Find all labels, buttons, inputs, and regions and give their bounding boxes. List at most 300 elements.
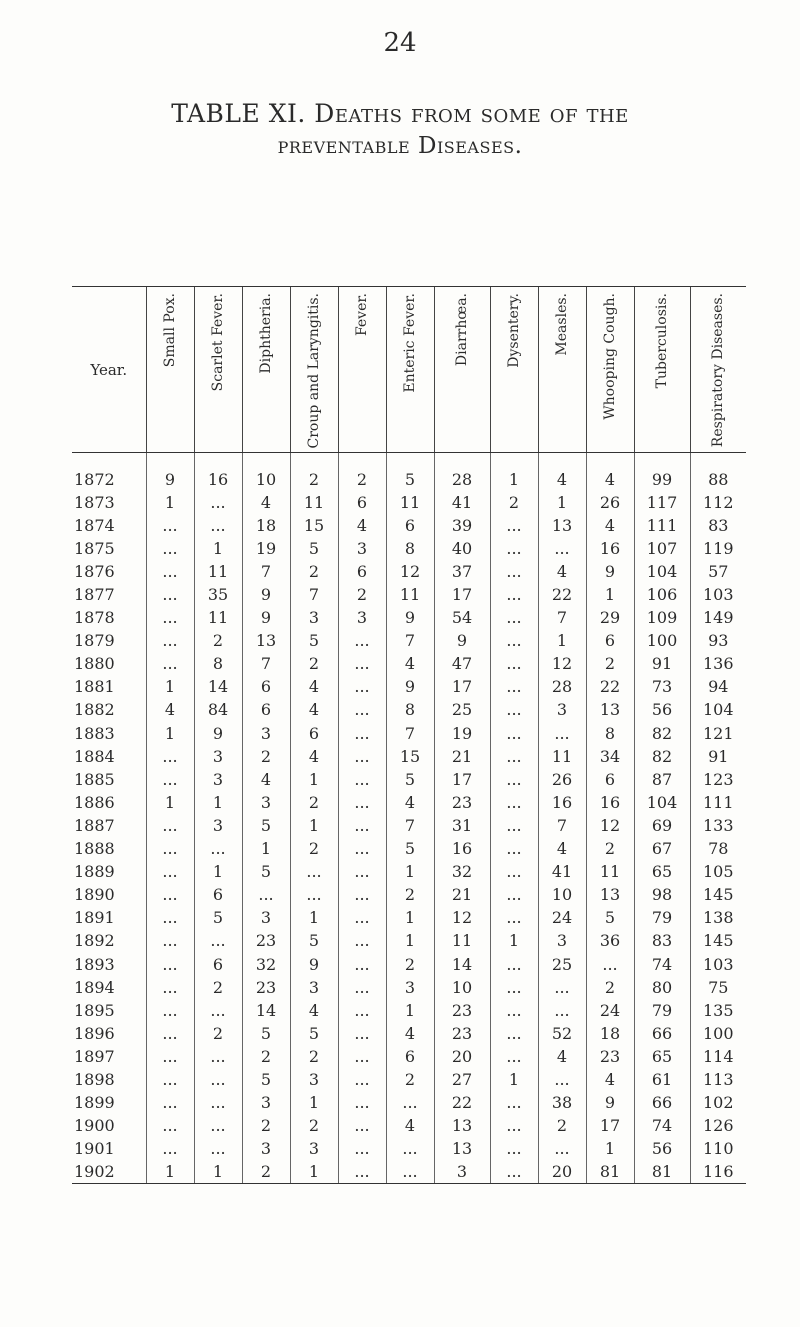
column-header-label: Dysentery. bbox=[506, 293, 522, 368]
table-cell: 6 bbox=[386, 1045, 434, 1068]
table-cell: 12 bbox=[586, 814, 634, 837]
table-cell: ... bbox=[490, 1137, 538, 1160]
year-cell: 1884 bbox=[74, 746, 115, 766]
column-header bbox=[338, 287, 386, 453]
column-header bbox=[386, 287, 434, 453]
year-cell: 1874 bbox=[74, 515, 115, 535]
table-cell: 3 bbox=[242, 906, 290, 929]
table-cell: 9 bbox=[242, 583, 290, 606]
table-row bbox=[72, 768, 746, 791]
table-cell: 2 bbox=[290, 652, 338, 675]
table-cell: 18 bbox=[242, 514, 290, 537]
table-cell: 104 bbox=[634, 560, 690, 583]
column-header bbox=[290, 287, 338, 453]
year-cell: 1896 bbox=[74, 1023, 115, 1043]
table-cell: 6 bbox=[338, 491, 386, 514]
table-cell: ... bbox=[146, 999, 194, 1022]
table-cell: ... bbox=[490, 1091, 538, 1114]
table-cell: 1 bbox=[490, 1068, 538, 1091]
table-cell: 100 bbox=[634, 629, 690, 652]
column-header bbox=[538, 287, 586, 453]
title-line-2: preventable Diseases. bbox=[277, 133, 523, 159]
table-cell: 4 bbox=[386, 652, 434, 675]
year-cell: 1879 bbox=[74, 631, 115, 651]
table-cell: ... bbox=[338, 1114, 386, 1137]
table-cell: 3 bbox=[538, 929, 586, 952]
table-cell: 1 bbox=[194, 1160, 242, 1184]
table-cell: ... bbox=[194, 1045, 242, 1068]
table-cell: 5 bbox=[290, 537, 338, 560]
table-cell: 133 bbox=[690, 814, 746, 837]
table-cell: 21 bbox=[434, 745, 490, 768]
table-cell: 26 bbox=[586, 491, 634, 514]
table-cell: 8 bbox=[386, 537, 434, 560]
table-cell: 3 bbox=[290, 1137, 338, 1160]
table-cell: 5 bbox=[290, 929, 338, 952]
table-cell: 12 bbox=[434, 906, 490, 929]
table-cell: 13 bbox=[586, 698, 634, 721]
table-cell: ... bbox=[146, 1045, 194, 1068]
table-cell: 91 bbox=[690, 745, 746, 768]
table-title bbox=[0, 98, 800, 162]
table-cell: 8 bbox=[194, 652, 242, 675]
table-row bbox=[72, 698, 746, 721]
table-cell: 109 bbox=[634, 606, 690, 629]
table-cell: ... bbox=[146, 537, 194, 560]
table-body bbox=[72, 453, 746, 1184]
table-cell: 6 bbox=[290, 722, 338, 745]
table-cell: 3 bbox=[242, 1137, 290, 1160]
table-cell: ... bbox=[146, 1022, 194, 1045]
column-header-label: Tuberculosis. bbox=[654, 293, 670, 389]
table-cell: 9 bbox=[146, 453, 194, 491]
column-header-year bbox=[72, 287, 146, 453]
table-cell: 16 bbox=[194, 453, 242, 491]
table-cell: 1 bbox=[290, 906, 338, 929]
table-row bbox=[72, 906, 746, 929]
table-cell: ... bbox=[146, 929, 194, 952]
table-cell: 123 bbox=[690, 768, 746, 791]
table-cell: ... bbox=[490, 952, 538, 975]
table-cell: ... bbox=[146, 860, 194, 883]
year-cell: 1895 bbox=[74, 1000, 115, 1020]
table-cell: 9 bbox=[194, 722, 242, 745]
table-cell: 2 bbox=[194, 629, 242, 652]
year-cell: 1872 bbox=[74, 469, 115, 489]
table-row bbox=[72, 652, 746, 675]
table-cell: 11 bbox=[386, 583, 434, 606]
table-cell: 7 bbox=[386, 722, 434, 745]
table-cell: 2 bbox=[290, 560, 338, 583]
table-cell: ... bbox=[146, 952, 194, 975]
table-cell: 3 bbox=[242, 722, 290, 745]
table-cell: 57 bbox=[690, 560, 746, 583]
year-cell: 1899 bbox=[74, 1093, 115, 1113]
table-cell: 23 bbox=[242, 976, 290, 999]
table-cell: ... bbox=[386, 1137, 434, 1160]
table-cell: 1 bbox=[146, 491, 194, 514]
table-cell: ... bbox=[338, 1160, 386, 1184]
table-cell: ... bbox=[490, 1045, 538, 1068]
table-cell: 20 bbox=[538, 1160, 586, 1184]
table-cell: 14 bbox=[242, 999, 290, 1022]
table-cell: ... bbox=[538, 722, 586, 745]
table-cell: 6 bbox=[386, 514, 434, 537]
table-cell: ... bbox=[146, 883, 194, 906]
table-cell: ... bbox=[338, 883, 386, 906]
table-cell: ... bbox=[338, 976, 386, 999]
year-cell: 1881 bbox=[74, 677, 115, 697]
table-cell: 1 bbox=[538, 491, 586, 514]
table-cell: 22 bbox=[538, 583, 586, 606]
table-cell: 4 bbox=[386, 791, 434, 814]
table-cell: 29 bbox=[586, 606, 634, 629]
table-cell: 20 bbox=[434, 1045, 490, 1068]
table-cell: 9 bbox=[290, 952, 338, 975]
table-cell: 2 bbox=[290, 791, 338, 814]
table-cell: 5 bbox=[242, 1022, 290, 1045]
table-cell: 103 bbox=[690, 583, 746, 606]
table-cell: 83 bbox=[634, 929, 690, 952]
table-cell: ... bbox=[490, 883, 538, 906]
table-cell: 149 bbox=[690, 606, 746, 629]
table-cell: ... bbox=[146, 1137, 194, 1160]
table-cell: ... bbox=[490, 675, 538, 698]
table-cell: ... bbox=[146, 629, 194, 652]
table-cell: 39 bbox=[434, 514, 490, 537]
table-cell: 81 bbox=[586, 1160, 634, 1184]
table-cell: ... bbox=[194, 929, 242, 952]
table-cell: 4 bbox=[146, 698, 194, 721]
column-header bbox=[434, 287, 490, 453]
table-cell: 67 bbox=[634, 837, 690, 860]
year-cell: 1898 bbox=[74, 1069, 115, 1089]
table-cell: 1 bbox=[146, 1160, 194, 1184]
table-cell: 66 bbox=[634, 1022, 690, 1045]
table-cell: ... bbox=[146, 583, 194, 606]
table-row bbox=[72, 675, 746, 698]
year-cell: 1880 bbox=[74, 654, 115, 674]
table-row bbox=[72, 791, 746, 814]
table-cell: ... bbox=[338, 722, 386, 745]
table-cell: 9 bbox=[586, 560, 634, 583]
table-cell: 36 bbox=[586, 929, 634, 952]
table-cell: 2 bbox=[290, 1114, 338, 1137]
table-cell: 81 bbox=[634, 1160, 690, 1184]
year-cell: 1891 bbox=[74, 908, 115, 928]
table-cell: ... bbox=[146, 1114, 194, 1137]
table-cell: 136 bbox=[690, 652, 746, 675]
table-cell: 2 bbox=[386, 1068, 434, 1091]
table-cell: ... bbox=[490, 1114, 538, 1137]
table-cell: 1 bbox=[586, 1137, 634, 1160]
table-cell: 17 bbox=[434, 768, 490, 791]
table-row bbox=[72, 629, 746, 652]
table-cell: ... bbox=[538, 976, 586, 999]
table-cell: 38 bbox=[538, 1091, 586, 1114]
table-cell: 3 bbox=[338, 606, 386, 629]
table-cell: 111 bbox=[634, 514, 690, 537]
year-cell: 1890 bbox=[74, 885, 115, 905]
table-cell: 16 bbox=[538, 791, 586, 814]
table-cell: 114 bbox=[690, 1045, 746, 1068]
table-cell: 7 bbox=[242, 652, 290, 675]
table-cell: 1 bbox=[490, 453, 538, 491]
table-cell: 1 bbox=[538, 629, 586, 652]
table-cell: 4 bbox=[290, 999, 338, 1022]
table-cell: 21 bbox=[434, 883, 490, 906]
table-cell: 2 bbox=[242, 1045, 290, 1068]
table-cell: 12 bbox=[386, 560, 434, 583]
table-cell: 2 bbox=[586, 837, 634, 860]
table-cell: ... bbox=[386, 1160, 434, 1184]
table-cell: 40 bbox=[434, 537, 490, 560]
table-cell: ... bbox=[490, 698, 538, 721]
table-cell: 3 bbox=[194, 745, 242, 768]
table-cell: 3 bbox=[194, 768, 242, 791]
table-cell: ... bbox=[290, 860, 338, 883]
column-header-label: Scarlet Fever. bbox=[210, 293, 226, 392]
table-cell: 10 bbox=[242, 453, 290, 491]
year-cell: 1875 bbox=[74, 538, 115, 558]
table-cell: 11 bbox=[194, 560, 242, 583]
table-cell: 23 bbox=[242, 929, 290, 952]
table-cell: ... bbox=[338, 698, 386, 721]
table-cell: 2 bbox=[290, 453, 338, 491]
year-cell: 1886 bbox=[74, 792, 115, 812]
table-row bbox=[72, 537, 746, 560]
table-cell: 110 bbox=[690, 1137, 746, 1160]
table-cell: 31 bbox=[434, 814, 490, 837]
table-cell: 2 bbox=[490, 491, 538, 514]
table-cell: ... bbox=[490, 837, 538, 860]
table-cell: ... bbox=[386, 1091, 434, 1114]
table-cell: 7 bbox=[290, 583, 338, 606]
table-cell: ... bbox=[146, 837, 194, 860]
table-cell: 1 bbox=[194, 537, 242, 560]
table-cell: ... bbox=[490, 745, 538, 768]
table-cell: 69 bbox=[634, 814, 690, 837]
table-cell: 104 bbox=[690, 698, 746, 721]
table-cell: 13 bbox=[434, 1137, 490, 1160]
table-cell: 100 bbox=[690, 1022, 746, 1045]
table-row bbox=[72, 814, 746, 837]
table-cell: ... bbox=[490, 606, 538, 629]
table-cell: 107 bbox=[634, 537, 690, 560]
table-cell: ... bbox=[338, 675, 386, 698]
table-row bbox=[72, 453, 746, 491]
table-cell: ... bbox=[338, 629, 386, 652]
column-header-label: Fever. bbox=[354, 293, 370, 337]
table-cell: 37 bbox=[434, 560, 490, 583]
table-cell: 82 bbox=[634, 722, 690, 745]
year-cell: 1888 bbox=[74, 839, 115, 859]
column-header-label: Whooping Cough. bbox=[602, 293, 618, 420]
column-header-label: Measles. bbox=[554, 293, 570, 356]
table-cell: 4 bbox=[538, 1045, 586, 1068]
table-cell: 7 bbox=[538, 814, 586, 837]
table-cell: ... bbox=[194, 1137, 242, 1160]
table-cell: 103 bbox=[690, 952, 746, 975]
table-cell: 32 bbox=[242, 952, 290, 975]
table-cell: ... bbox=[194, 837, 242, 860]
table-cell: 1 bbox=[194, 860, 242, 883]
table-cell: 34 bbox=[586, 745, 634, 768]
table-cell: ... bbox=[194, 491, 242, 514]
table-row bbox=[72, 976, 746, 999]
table-cell: 1 bbox=[386, 999, 434, 1022]
table-cell: 79 bbox=[634, 999, 690, 1022]
table-cell: 15 bbox=[386, 745, 434, 768]
year-cell: 1883 bbox=[74, 723, 115, 743]
table-cell: 135 bbox=[690, 999, 746, 1022]
table-cell: 8 bbox=[586, 722, 634, 745]
table-cell: ... bbox=[490, 514, 538, 537]
table-cell: 116 bbox=[690, 1160, 746, 1184]
table-cell: 3 bbox=[386, 976, 434, 999]
table-cell: ... bbox=[490, 814, 538, 837]
table-cell: 12 bbox=[538, 652, 586, 675]
table-cell: 113 bbox=[690, 1068, 746, 1091]
table-cell: 2 bbox=[194, 1022, 242, 1045]
table-cell: 5 bbox=[386, 768, 434, 791]
table-cell: ... bbox=[338, 791, 386, 814]
table-cell: 15 bbox=[290, 514, 338, 537]
deaths-table bbox=[72, 286, 746, 1184]
table-row bbox=[72, 1137, 746, 1160]
table-cell: 2 bbox=[386, 883, 434, 906]
table-cell: 52 bbox=[538, 1022, 586, 1045]
column-header bbox=[690, 287, 746, 453]
year-cell: 1885 bbox=[74, 769, 115, 789]
table-cell: ... bbox=[338, 860, 386, 883]
table-cell: ... bbox=[146, 814, 194, 837]
table-cell: 83 bbox=[690, 514, 746, 537]
table-cell: 1 bbox=[386, 860, 434, 883]
table-cell: 19 bbox=[242, 537, 290, 560]
table-cell: ... bbox=[146, 652, 194, 675]
table-row bbox=[72, 583, 746, 606]
table-cell: 28 bbox=[434, 453, 490, 491]
table-cell: 26 bbox=[538, 768, 586, 791]
year-cell: 1882 bbox=[74, 700, 115, 720]
year-cell: 1900 bbox=[74, 1116, 115, 1136]
table-cell: 2 bbox=[538, 1114, 586, 1137]
table-cell: ... bbox=[146, 1068, 194, 1091]
table-cell: 23 bbox=[586, 1045, 634, 1068]
table-cell: 4 bbox=[586, 514, 634, 537]
table-cell: 35 bbox=[194, 583, 242, 606]
table-cell: ... bbox=[338, 1091, 386, 1114]
table-cell: ... bbox=[146, 606, 194, 629]
table-cell: 2 bbox=[194, 976, 242, 999]
table-row bbox=[72, 1045, 746, 1068]
table-cell: 54 bbox=[434, 606, 490, 629]
column-header-label: Diphtheria. bbox=[258, 293, 274, 374]
table-cell: ... bbox=[338, 837, 386, 860]
table-row bbox=[72, 491, 746, 514]
table-cell: ... bbox=[338, 999, 386, 1022]
table-cell: 16 bbox=[586, 537, 634, 560]
table-cell: 5 bbox=[242, 1068, 290, 1091]
year-cell: 1892 bbox=[74, 931, 115, 951]
column-header bbox=[194, 287, 242, 453]
year-cell: 1897 bbox=[74, 1046, 115, 1066]
table-row bbox=[72, 999, 746, 1022]
table-cell: 11 bbox=[290, 491, 338, 514]
table-cell: 1 bbox=[146, 722, 194, 745]
table-cell: ... bbox=[490, 791, 538, 814]
table-cell: ... bbox=[194, 1091, 242, 1114]
table-cell: ... bbox=[242, 883, 290, 906]
table-cell: 1 bbox=[386, 929, 434, 952]
table-cell: 47 bbox=[434, 652, 490, 675]
column-header-label: Croup and Laryngitis. bbox=[306, 293, 322, 449]
table-row bbox=[72, 514, 746, 537]
table-cell: 6 bbox=[586, 768, 634, 791]
year-cell: 1893 bbox=[74, 954, 115, 974]
table-cell: ... bbox=[146, 906, 194, 929]
table-cell: 24 bbox=[538, 906, 586, 929]
table-cell: 2 bbox=[338, 453, 386, 491]
column-header-label: Enteric Fever. bbox=[402, 293, 418, 393]
table-cell: 126 bbox=[690, 1114, 746, 1137]
table-cell: ... bbox=[146, 768, 194, 791]
table-cell: 41 bbox=[538, 860, 586, 883]
table-cell: 16 bbox=[434, 837, 490, 860]
table-cell: ... bbox=[490, 768, 538, 791]
table-cell: ... bbox=[490, 583, 538, 606]
table-cell: 17 bbox=[434, 583, 490, 606]
table-cell: 5 bbox=[290, 1022, 338, 1045]
table-cell: 5 bbox=[290, 629, 338, 652]
table-cell: 11 bbox=[538, 745, 586, 768]
table-cell: ... bbox=[146, 1091, 194, 1114]
table-cell: 56 bbox=[634, 698, 690, 721]
table-cell: ... bbox=[538, 537, 586, 560]
table-cell: 5 bbox=[242, 860, 290, 883]
table-row bbox=[72, 929, 746, 952]
table-cell: 4 bbox=[538, 837, 586, 860]
table-cell: 7 bbox=[386, 629, 434, 652]
table-cell: 32 bbox=[434, 860, 490, 883]
table-cell: 3 bbox=[242, 1091, 290, 1114]
table-cell: 13 bbox=[538, 514, 586, 537]
table-cell: 25 bbox=[434, 698, 490, 721]
table-cell: 4 bbox=[338, 514, 386, 537]
table-cell: ... bbox=[338, 768, 386, 791]
table-row bbox=[72, 722, 746, 745]
year-cell: 1878 bbox=[74, 608, 115, 628]
table-cell: 88 bbox=[690, 453, 746, 491]
column-header-label: Respiratory Diseases. bbox=[710, 293, 727, 448]
table-cell: 104 bbox=[634, 791, 690, 814]
table-cell: ... bbox=[338, 952, 386, 975]
table-cell: 13 bbox=[586, 883, 634, 906]
table-row bbox=[72, 1091, 746, 1114]
table-cell: 98 bbox=[634, 883, 690, 906]
table-cell: 3 bbox=[290, 1068, 338, 1091]
table-cell: 5 bbox=[386, 453, 434, 491]
table-cell: 6 bbox=[242, 698, 290, 721]
table-cell: 4 bbox=[290, 698, 338, 721]
table-cell: ... bbox=[338, 652, 386, 675]
table-cell: 25 bbox=[538, 952, 586, 975]
table-cell: 91 bbox=[634, 652, 690, 675]
table-cell: ... bbox=[338, 1137, 386, 1160]
column-header-label: Diarrhœa. bbox=[454, 293, 470, 367]
table-cell: 145 bbox=[690, 883, 746, 906]
